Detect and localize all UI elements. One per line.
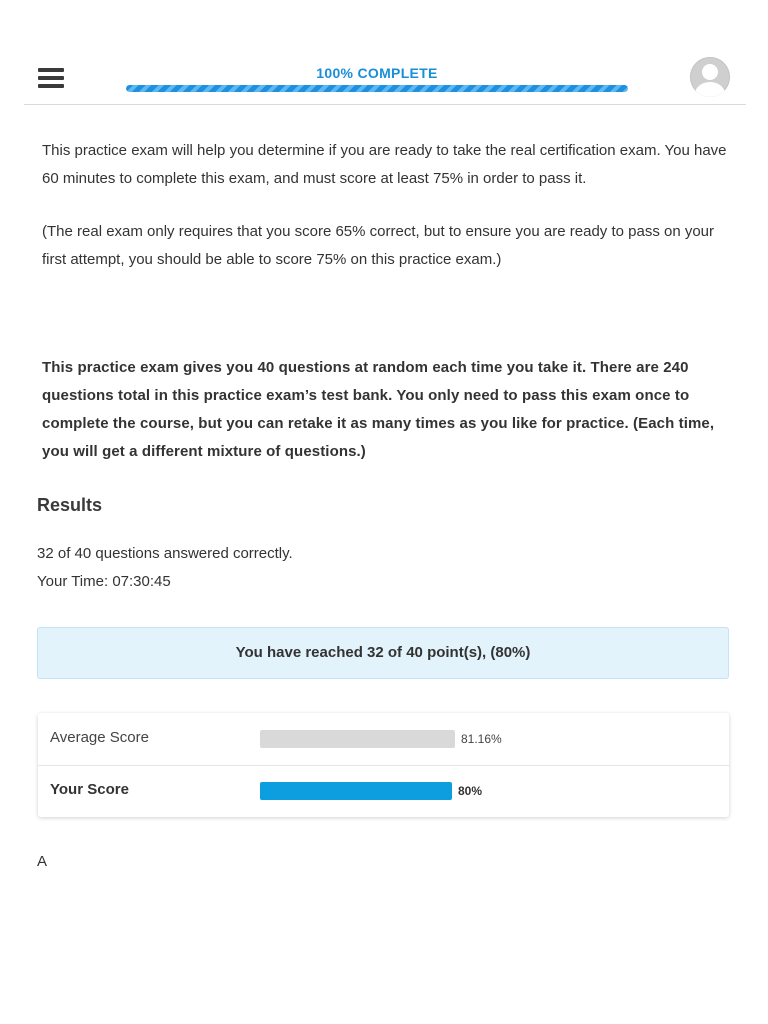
time-value: 07:30:45 xyxy=(112,573,171,590)
user-avatar-icon[interactable] xyxy=(690,57,730,97)
your-score-label: Your Score xyxy=(50,781,129,798)
progress-label: 100% COMPLETE xyxy=(316,65,438,81)
results-heading: Results xyxy=(37,495,103,515)
footer-text: A xyxy=(37,853,48,870)
average-score-label: Average Score xyxy=(50,729,149,746)
exam-info-paragraph: This practice exam gives you 40 questions at random each time you take it. There are 240 questions total in this practice exam’s test bank. You only need to pass this exam once to complete the course, but you can retake it as many times as you like for practice. (Each time, you will get a different mixture of questions.) xyxy=(42,359,715,460)
average-score-value: 81.16% xyxy=(461,732,502,746)
progress-bar-fill xyxy=(126,85,628,92)
average-score-bar-fill xyxy=(260,730,455,748)
average-score-row xyxy=(38,713,729,766)
your-score-value: 80% xyxy=(458,784,483,798)
time-label: Your Time: xyxy=(37,573,109,590)
score-comparison-table xyxy=(38,713,729,817)
top-header xyxy=(24,56,746,105)
correct-answers-summary: 32 of 40 questions answered correctly. xyxy=(37,545,293,562)
intro-paragraph: This practice exam will help you determine if you are ready to take the real certification exam. You have 60 minutes to complete this exam, and must score at least 75% in order to pass it. xyxy=(42,142,727,187)
hamburger-menu-icon[interactable] xyxy=(38,65,64,89)
intro-note-paragraph: (The real exam only requires that you score 65% correct, but to ensure you are ready to pass on your first attempt, you should be able to score 75% on this practice exam.) xyxy=(42,223,715,268)
time-summary xyxy=(37,573,171,590)
your-score-row xyxy=(38,765,729,817)
your-score-bar-fill xyxy=(260,782,452,800)
points-reached-box: You have reached 32 of 40 point(s), (80%) xyxy=(37,627,729,679)
progress-bar xyxy=(126,85,628,92)
